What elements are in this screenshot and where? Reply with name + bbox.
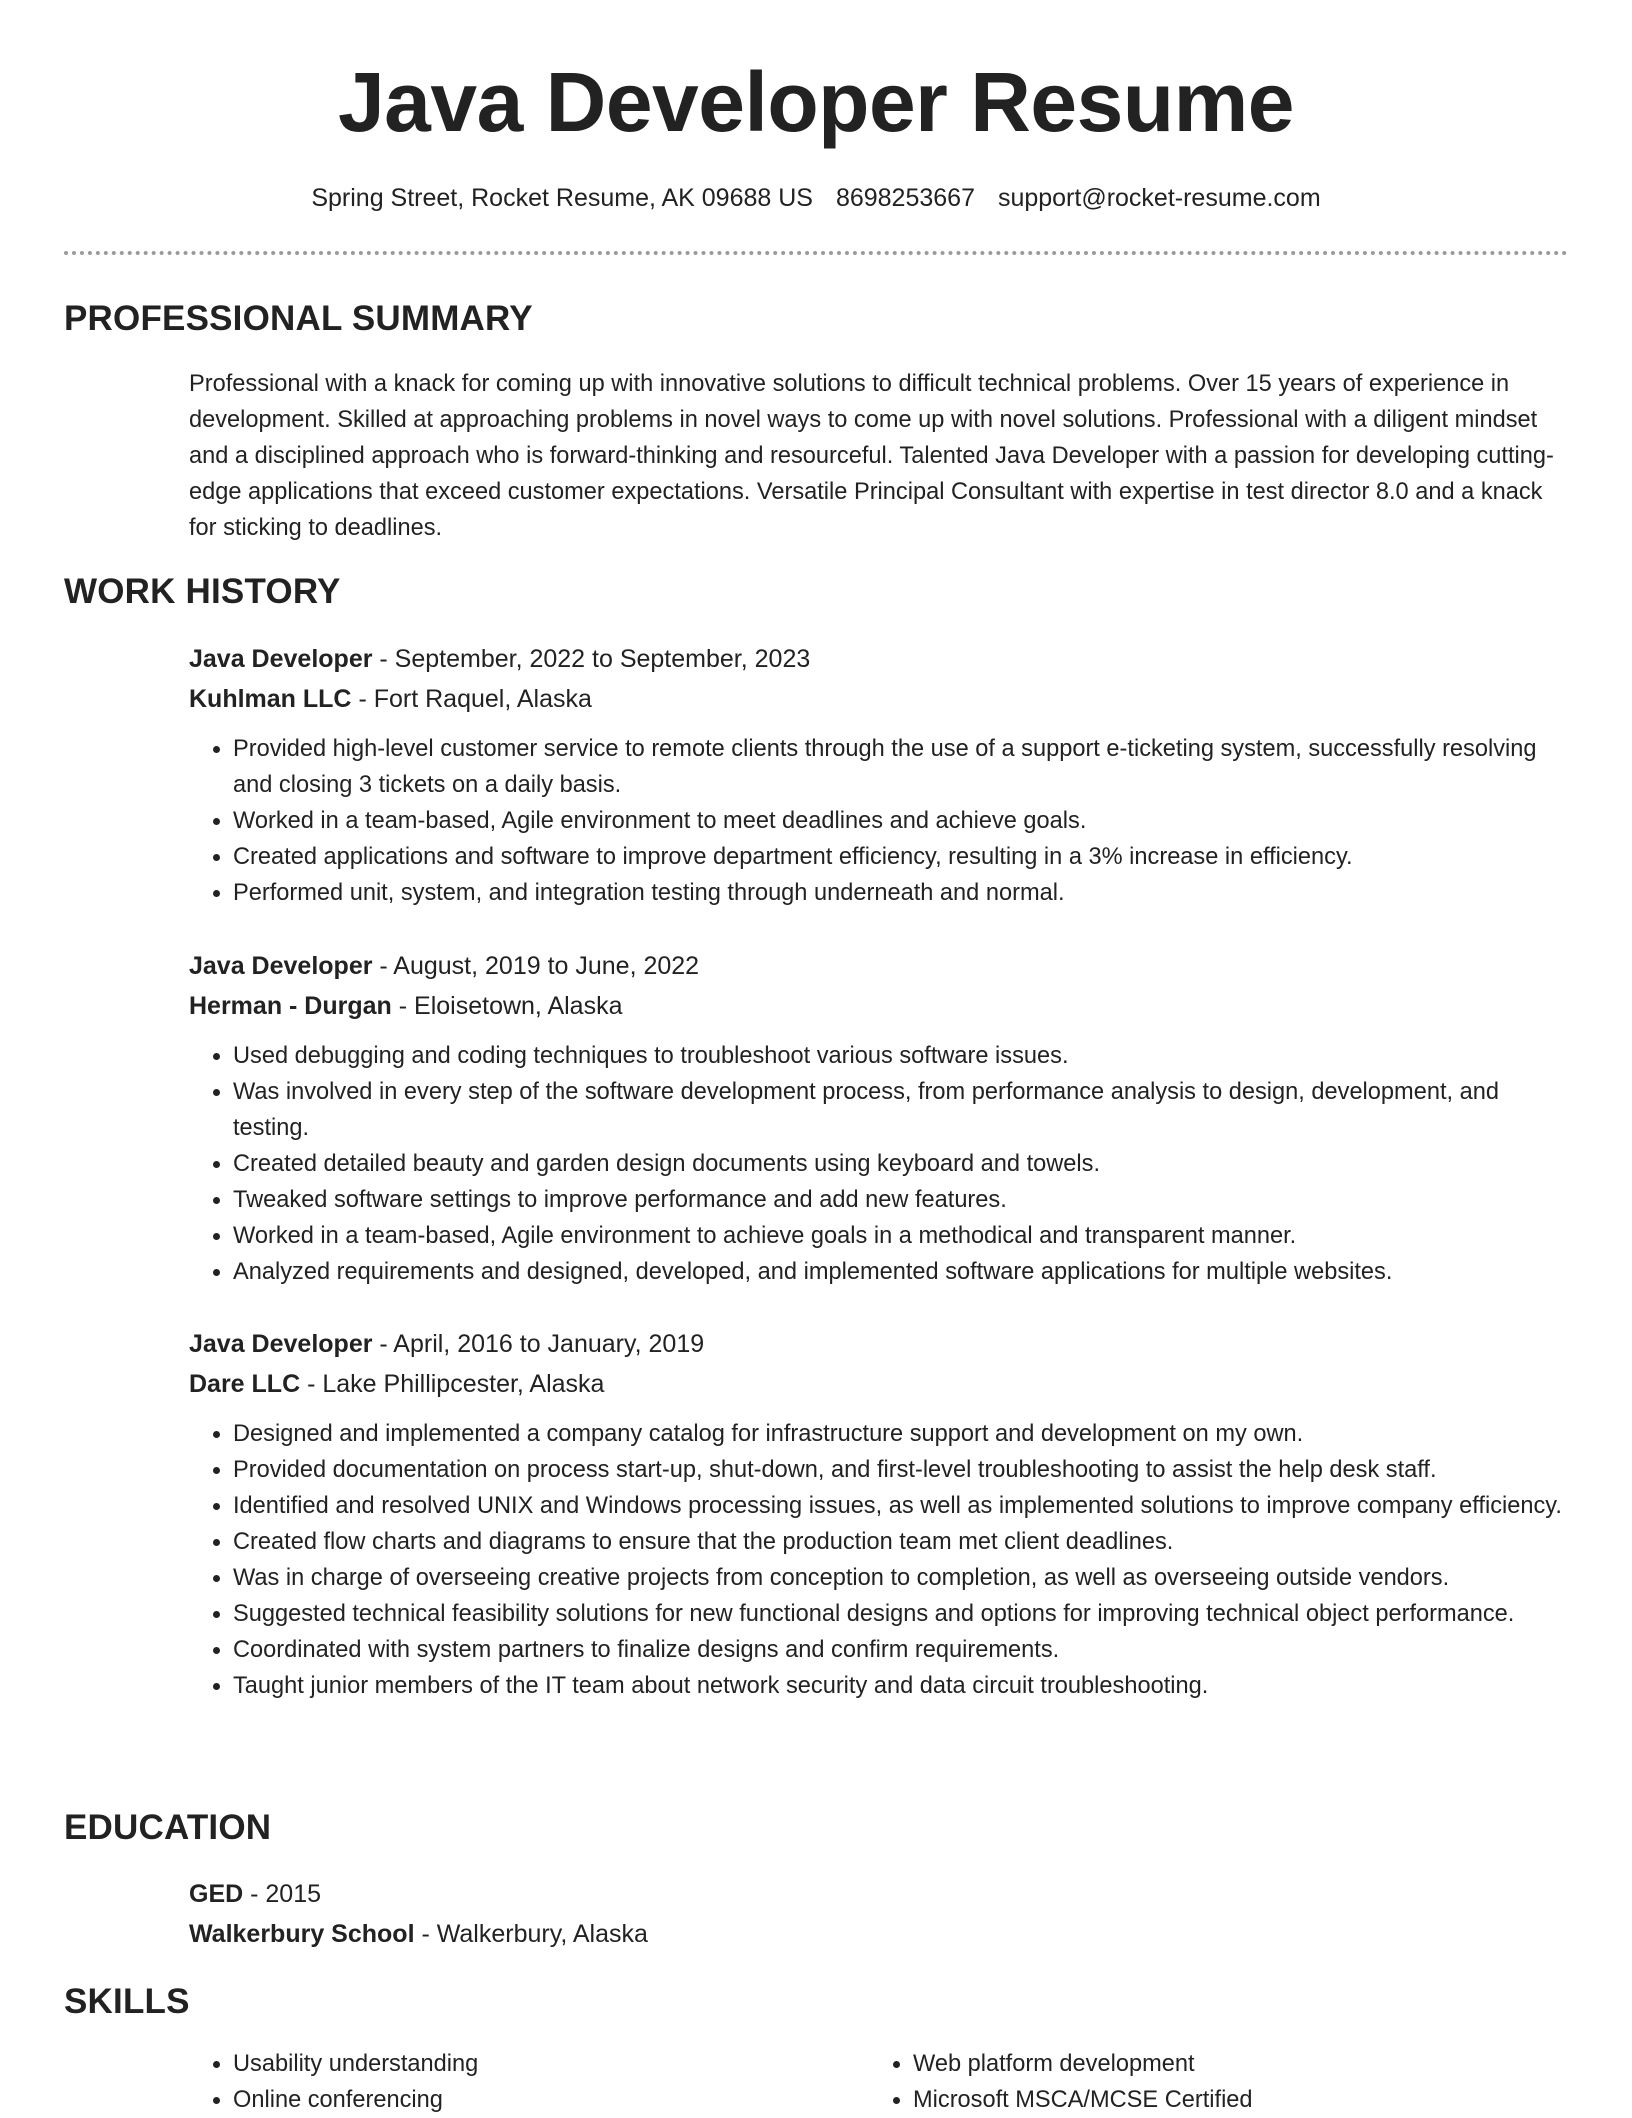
job-location: - Eloisetown, Alaska (391, 992, 623, 1020)
education-school-line (189, 1914, 1569, 1954)
education-school: Walkerbury School (189, 1920, 415, 1948)
list-item: • Worked in a team-based, Agile environment to achieve goals in a methodical and transparent manner. (233, 1218, 1569, 1254)
list-item: • Worked in a team-based, Agile environment to meet deadlines and achieve goals. (233, 803, 1569, 839)
summary-text: Professional with a knack for coming up with innovative solutions to difficult technical problems. Over 15 years of experience in development. Skilled at approaching problems in novel ways to come up with novel solutions. Professional with a diligent mindset and a disciplined approach who is forward-thinking and resourceful. Talented Java Developer with a passion for developing cutting-edge applications that exceed customer expectations. Versatile Principal Consultant with expertise in test director 8.0 and a knack for sticking to deadlines. (189, 371, 1554, 541)
job-duties-list (189, 731, 1569, 911)
contact-email: support@rocket-resume.com (997, 184, 1321, 212)
job-dates: - April, 2016 to January, 2019 (372, 1330, 705, 1358)
list-item: • Used debugging and coding techniques to troubleshoot various software issues. (233, 1038, 1569, 1074)
list-item: • Analyzed requirements and designed, developed, and implemented software applications for multiple websites. (233, 1254, 1569, 1290)
work-history-heading: WORK HISTORY (64, 572, 341, 611)
job-company-line (189, 679, 1569, 719)
summary-heading: PROFESSIONAL SUMMARY (64, 299, 533, 338)
list-item: • Created flow charts and diagrams to ensure that the production team met client deadlines. (233, 1524, 1569, 1560)
job-title-line (189, 1324, 1569, 1364)
skill-item: • Web platform development (913, 2046, 1549, 2082)
skill-item: • Usability understanding (233, 2046, 869, 2082)
education-entry (189, 1874, 1569, 1954)
education-degree-line (189, 1874, 1569, 1914)
list-item: • Identified and resolved UNIX and Windows processing issues, as well as implemented solutions to improve company efficiency. (233, 1488, 1569, 1524)
job-company: Kuhlman LLC (189, 685, 352, 713)
education-degree: GED (189, 1880, 244, 1908)
list-item: • Performed unit, system, and integration testing through underneath and normal. (233, 875, 1569, 911)
education-location: - Walkerbury, Alaska (414, 1920, 648, 1948)
list-item: • Designed and implemented a company catalog for infrastructure support and development on my own. (233, 1416, 1569, 1452)
list-item: • Created applications and software to improve department efficiency, resulting in a 3% increase in efficiency. (233, 839, 1569, 875)
job-entry (189, 946, 1569, 1290)
job-dates: - August, 2019 to June, 2022 (372, 952, 700, 980)
resume-title: Java Developer Resume (337, 55, 1295, 149)
job-dates: - September, 2022 to September, 2023 (372, 645, 811, 673)
contact-phone: 8698253667 (835, 184, 975, 212)
skill-item: • Microsoft MSCA/MCSE Certified (913, 2082, 1549, 2118)
skills-list (189, 2046, 1569, 2118)
education-year: - 2015 (243, 1880, 322, 1908)
job-title: Java Developer (189, 952, 373, 980)
job-location: - Lake Phillipcester, Alaska (300, 1370, 605, 1398)
job-location: - Fort Raquel, Alaska (351, 685, 592, 713)
job-company-line (189, 1364, 1569, 1404)
education-heading: EDUCATION (64, 1808, 272, 1847)
job-title: Java Developer (189, 1330, 373, 1358)
list-item: • Created detailed beauty and garden design documents using keyboard and towels. (233, 1146, 1569, 1182)
skills-heading: SKILLS (64, 1982, 190, 2021)
list-item: • Coordinated with system partners to finalize designs and confirm requirements. (233, 1632, 1569, 1668)
job-entry (189, 639, 1569, 911)
skill-item: • Online conferencing (233, 2082, 869, 2118)
job-title-line (189, 639, 1569, 679)
job-title-line (189, 946, 1569, 986)
job-duties-list (189, 1416, 1569, 1704)
list-item: • Was in charge of overseeing creative projects from conception to completion, as well as overseeing outside vendors. (233, 1560, 1569, 1596)
job-entry (189, 1324, 1569, 1704)
job-company: Dare LLC (189, 1370, 301, 1398)
list-item: • Suggested technical feasibility solutions for new functional designs and options for improving technical object performance. (233, 1596, 1569, 1632)
skills-column-left (189, 2046, 869, 2118)
contact-address: Spring Street, Rocket Resume, AK 09688 US (311, 184, 813, 212)
header-divider (64, 251, 1568, 255)
list-item: • Was involved in every step of the software development process, from performance analysis to design, development, and testing. (233, 1074, 1569, 1146)
job-duties-list (189, 1038, 1569, 1290)
job-title: Java Developer (189, 645, 373, 673)
list-item: • Tweaked software settings to improve performance and add new features. (233, 1182, 1569, 1218)
job-company: Herman - Durgan (189, 992, 392, 1020)
contact-line (0, 180, 1632, 216)
list-item: • Taught junior members of the IT team about network security and data circuit troubleshooting. (233, 1668, 1569, 1704)
skills-column-right (869, 2046, 1549, 2118)
list-item: • Provided high-level customer service to remote clients through the use of a support e-ticketing system, successfully resolving and closing 3 tickets on a daily basis. (233, 731, 1569, 803)
job-company-line (189, 986, 1569, 1026)
list-item: • Provided documentation on process start-up, shut-down, and first-level troubleshooting to assist the help desk staff. (233, 1452, 1569, 1488)
